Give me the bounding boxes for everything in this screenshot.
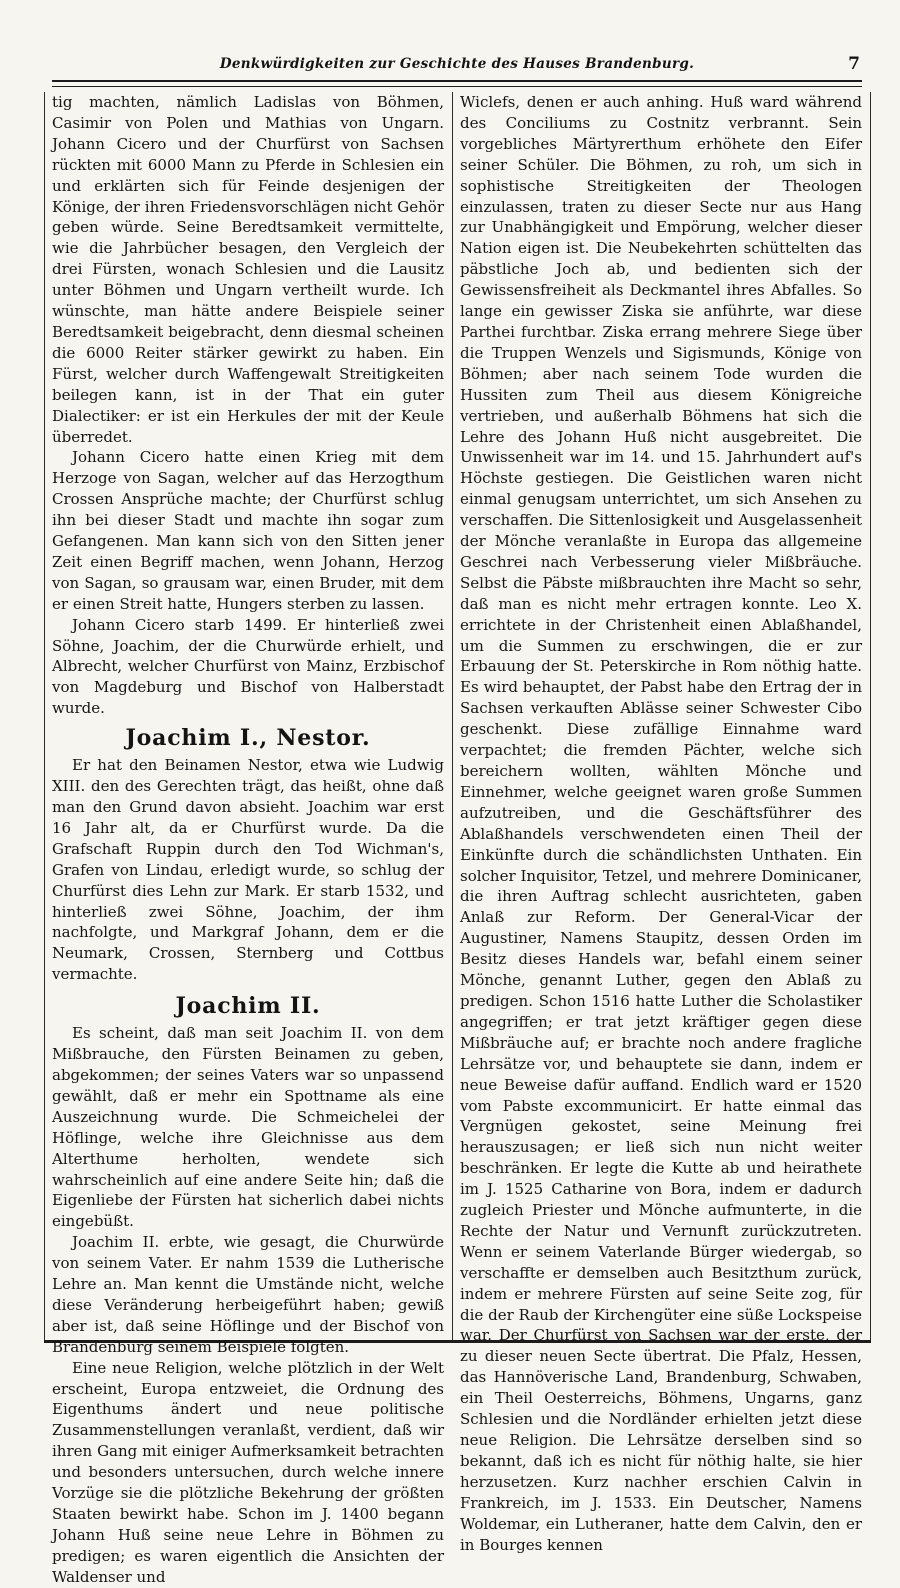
paragraph: Er hat den Beinamen Nestor, etwa wie Ludwig XIII. den des Gerechten trägt, das heißt, ohne daß man den Grund davon absieht. Joachim war erst 16 Jahr alt, da er Churfürst wurde. Da die Grafschaft Ruppin durch den Tod Wichman's, Grafen von Lindau, erledigt wurde, so schlug der Churfürst dies Lehn zur Mark. Er starb 1532, und hinterließ zwei Söhne, Joachim, der ihm nachfolgte, und Markgraf Johann, dem er die Neumark, Crossen, Sternberg und Cottbus vermachte. — [52, 756, 444, 984]
frame-left-rule — [44, 92, 45, 1340]
paragraph: Eine neue Religion, welche plötzlich in der Welt erscheint, Europa entzweiet, die Ordnung des Eigenthums ändert und neue politische Zusammenstellungen veranlaßt, verdient, daß wir ihren Gang mit einiger Aufmerksamkeit betrachten und besonders untersuchen, durch welche innere Vorzüge sie die plötzliche Bekehrung der größten Staaten bewirkt habe. Schon im J. 1400 begann Johann Huß seine neue Lehre in Böhmen zu predigen; es waren eigentlich die Ansichten der Waldenser und — [52, 1358, 444, 1586]
paragraph: Johann Cicero hatte einen Krieg mit dem Herzoge von Sagan, welcher auf das Herzogthum Crossen Ansprüche machte; der Churfürst schlug ihn bei dieser Stadt und machte ihn sogar zum Gefangenen. Man kann sich von den Sitten jener Zeit einen Begriff machen, wenn Johann, Herzog von Sagan, so grausam war, einen Bruder, mit dem er einen Streit hatte, Hungers sterben zu lassen. — [52, 448, 444, 613]
section-heading-joachim-i: Joachim I., Nestor. — [125, 725, 371, 752]
paragraph: Joachim II. erbte, wie gesagt, die Churwürde von seinem Vater. Er nahm 1539 die Lutherische Lehre an. Man kennt die Umstände nicht, welche diese Veränderung herbeigeführt haben; gewiß aber ist, daß seine Höflinge und der Bischof von Brandenburg seinem Beispiele folgten. — [52, 1233, 444, 1356]
text-frame — [52, 92, 862, 1586]
paragraph: Es scheint, daß man seit Joachim II. von dem Mißbrauche, den Fürsten Beinamen zu geben, abgekommen; der seines Vaters war so unpassend gewählt, daß er mehr ein Spottname als eine Auszeichnung wurde. Die Schmeichelei der Höflinge, welche ihre Gleichnisse aus dem Alterthume herholten, wendete sich wahrscheinlich auf eine andere Seite hin; daß die Eigenliebe der Fürsten hat sicherlich dabei nichts eingebüßt. — [52, 1024, 444, 1231]
paragraph: Johann Cicero starb 1499. Er hinterließ zwei Söhne, Joachim, der die Churwürde erhielt, und Albrecht, welcher Churfürst von Mainz, Erzbischof von Magdeburg und Bischof von Halberstadt wurde. — [52, 615, 444, 718]
right-column — [460, 92, 862, 1554]
page-number: 7 — [848, 54, 860, 74]
paragraph: tig machten, nämlich Ladislas von Böhmen, Casimir von Polen und Mathias von Ungarn. Johann Cicero und der Churfürst von Sachsen rückten mit 6000 Mann zu Pferde in Schlesien ein und erklärten sich für Feinde desjenigen der Könige, der ihren Friedensvorschlägen nicht Gehör geben würde. Seine Beredtsamkeit vermittelte, wie die Jahrbücher besagen, den Vergleich der drei Fürsten, wonach Schlesien und die Lausitz unter Böhmen und Ungarn vertheilt wurde. Ich wünschte, man hätte andere Beispiele seiner Beredtsamkeit beigebracht, denn diesmal scheinen die 6000 Reiter stärker gewirkt zu haben. Ein Fürst, welcher durch Waffengewalt Streitigkeiten beilegen kann, ist in der That ein guter Dialectiker: er ist ein Herkules der mit der Keule überredet. — [52, 93, 444, 446]
column-divider — [452, 92, 453, 1340]
paragraph: Wiclefs, denen er auch anhing. Huß ward während des Conciliums zu Costnitz verbrannt. Sein vorgebliches Märtyrerthum erhöhete den Eifer seiner Schüler. Die Böhmen, zu roh, um sich in sophistische Streitigkeiten der Theologen einzulassen, traten zu dieser Secte nur aus Hang zur Unabhängigkeit und Empörung, welcher dieser Nation eigen ist. Die Neubekehrten schüttelten das päbstliche Joch ab, und bedienten sich der Gewissensfreiheit als Deckmantel ihres Abfalles. So lange ein gewisser Ziska sie anführte, war diese Parthei furchtbar. Ziska errang mehrere Siege über die Truppen Wenzels und Sigismunds, Könige von Böhmen; aber nach seinem Tode wurden die Hussiten zum Theil aus diesem Königreiche vertrieben, und außerhalb Böhmens hat sich die Lehre des Johann Huß nicht ausgebreitet. Die Unwissenheit war im 14. und 15. Jahrhundert auf's Höchste gestiegen. Die Geistlichen waren nicht einmal genugsam unterrichtet, um sich Ansehen zu verschaffen. Die Sittenlosigkeit und Ausgelassenheit der Mönche veranlaßte in Europa das allgemeine Geschrei nach Verbesserung vieler Mißbräuche. Selbst die Päbste mißbrauchten ihre Macht so sehr, daß man es nicht mehr ertragen konnte. Leo X. errichtete in der Christenheit einen Ablaßhandel, um die Summen zu erschwingen, die er zur Erbauung der St. Peterskirche in Rom nöthig hatte. Es wird behauptet, der Pabst habe den Ertrag der in Sachsen verkauften Ablässe seiner Schwester Cibo geschenkt. Diese zufällige Einnahme ward verpachtet; die fremden Pächter, welche sich bereichern wollten, wählten Mönche und Einnehmer, welche geeignet waren große Summen aufzutreiben, und die Geschäftsführer des Ablaßhandels verschwendeten einen Theil der Einkünfte durch die schändlichsten Unthaten. Ein solcher Inquisitor, Tetzel, und mehrere Dominicaner, die ihren Auftrag schlecht ausrichteten, gaben Anlaß zur Reform. Der General-Vicar der Augustiner, Namens Staupitz, dessen Orden im Besitz dieses Handels war, befahl einem seiner Mönche, genannt Luther, gegen den Ablaß zu predigen. Schon 1516 hatte Luther die Scholastiker angegriffen; er trat jetzt kräftiger gegen diese Mißbräuche auf; er brachte noch andere fragliche Lehrsätze vor, und behauptete sie dann, indem er neue Beweise dafür auffand. Endlich ward er 1520 vom Pabste excommunicirt. Er hatte einmal das Vergnügen gekostet, seine Meinung frei herauszusagen; er ließ sich nun nicht weiter beschränken. Er legte die Kutte ab und heirathete im J. 1525 Catharine von Bora, indem er dadurch zugleich Priester und Mönche aufmunterte, in die Rechte der Natur und Vernunft zurückzutreten. Wenn er seinem Vaterlande Bürger wiedergab, so verschaffte er demselben auch Besitzthum zurück, indem er mehrere Fürsten auf seine Seite zog, für die der Raub der Kirchengüter eine süße Lockspeise war. Der Churfürst von Sachsen war der erste, der zu dieser neuen Secte übertrat. Die Pfalz, Hessen, das Hannöverische Land, Brandenburg, Schwaben, ein Theil Oesterreichs, Böhmens, Ungarns, ganz Schlesien und die Nordländer erhielten jetzt diese neue Religion. Die Lehrsätze derselben sind so bekannt, daß ich es nicht für nöthig halte, sie hier herzusetzen. Kurz nachher erschien Calvin in Frankreich, im J. 1533. Ein Deutscher, Namens Woldemar, ein Lutheraner, hatte dem Calvin, den er in Bourges kennen — [460, 93, 862, 1554]
header-rule-thin — [52, 86, 862, 87]
section-heading-joachim-ii: Joachim II. — [175, 993, 321, 1020]
header-rule — [52, 80, 862, 82]
left-column — [52, 92, 444, 1586]
frame-right-rule — [870, 92, 871, 1340]
running-title: Denkwürdigkeiten zur Geschichte des Hauses Brandenburg. — [219, 56, 695, 72]
